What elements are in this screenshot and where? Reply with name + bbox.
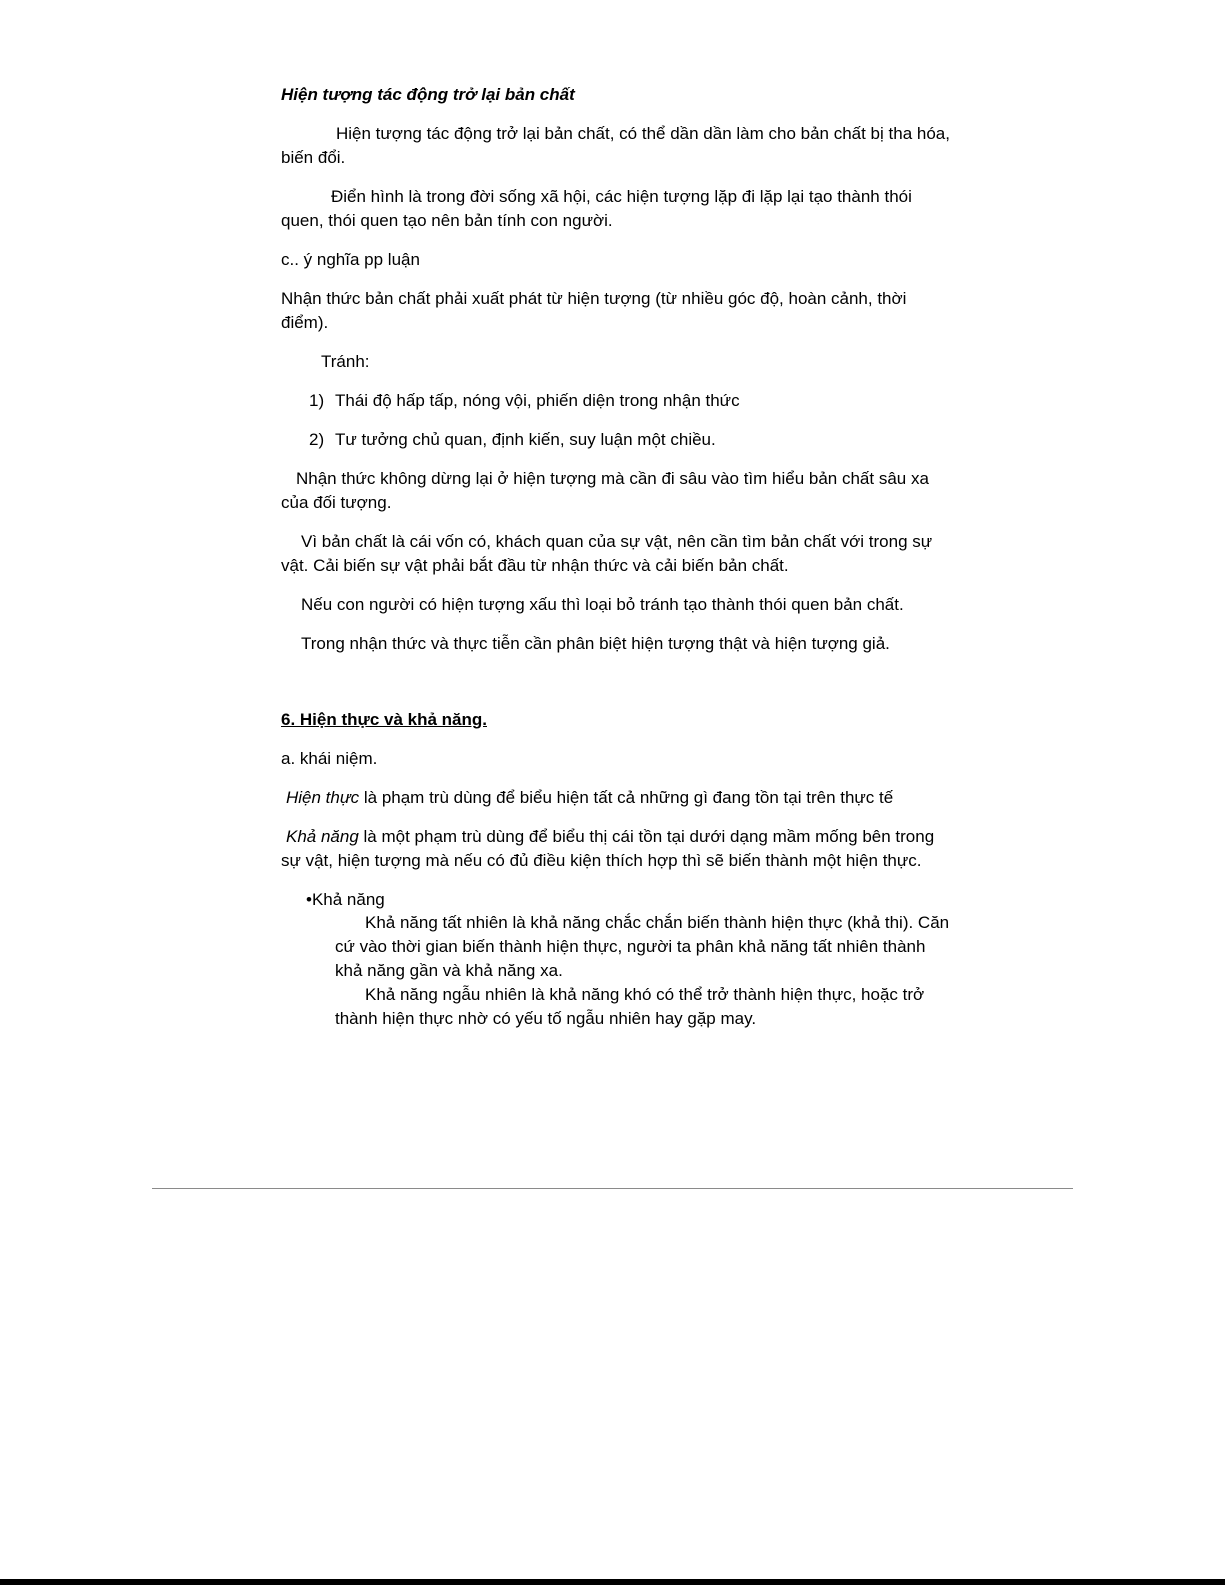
definition-line	[286, 786, 893, 810]
paragraph-line: Điển hình là trong đời sống xã hội, các hiện tượng lặp đi lặp lại tạo thành thói	[331, 187, 912, 206]
paragraph-line: Trong nhận thức và thực tiễn cần phân biệt hiện tượng thật và hiện tượng giả.	[301, 634, 890, 653]
avoid-label: Tránh:	[321, 352, 370, 371]
paragraph-line: cứ vào thời gian biến thành hiện thực, người ta phân khả năng tất nhiên thành	[335, 937, 926, 956]
list-item: Thái độ hấp tấp, nóng vội, phiến diện trong nhận thức	[335, 391, 740, 410]
paragraph-line: Khả năng ngẫu nhiên là khả năng khó có thể trở thành hiện thực, hoặc trở	[365, 985, 925, 1004]
definition-text: là một phạm trù dùng để biểu thị cái tồn tại dưới dạng mầm mống bên trong	[358, 827, 935, 846]
section-heading: 6. Hiện thực và khả năng.	[281, 710, 487, 729]
paragraph-line: quen, thói quen tạo nên bản tính con người.	[281, 211, 613, 230]
list-number: 2)	[309, 430, 325, 449]
definition-term: Hiện thực	[286, 788, 360, 807]
list-number: 1)	[309, 391, 325, 410]
paragraph-line: Nhận thức bản chất phải xuất phát từ hiện tượng (từ nhiều góc độ, hoàn cảnh, thời	[281, 289, 907, 308]
paragraph-line: của đối tượng.	[281, 493, 392, 512]
definition-text: là phạm trù dùng để biểu hiện tất cả những gì đang tồn tại trên thực tế	[359, 788, 894, 807]
paragraph-line: sự vật, hiện tượng mà nếu có đủ điều kiện thích hợp thì sẽ biến thành một hiện thực.	[281, 851, 922, 870]
paragraph-line: điểm).	[281, 313, 329, 332]
paragraph-line: khả năng gần và khả năng xa.	[335, 961, 563, 980]
list-item: Tư tưởng chủ quan, định kiến, suy luận một chiều.	[335, 430, 716, 449]
paragraph-line: thành hiện thực nhờ có yếu tố ngẫu nhiên hay gặp may.	[335, 1009, 757, 1028]
definition-line	[286, 825, 934, 849]
paragraph-line: Nếu con người có hiện tượng xấu thì loại bỏ tránh tạo thành thói quen bản chất.	[301, 595, 904, 614]
paragraph-line: Hiện tượng tác động trở lại bản chất, có thể dần dần làm cho bản chất bị tha hóa,	[336, 124, 950, 143]
paragraph-line: vật. Cải biến sự vật phải bắt đầu từ nhận thức và cải biến bản chất.	[281, 556, 789, 575]
subsection-heading: c.. ý nghĩa pp luận	[281, 250, 420, 269]
bullet-label: •Khả năng	[306, 890, 385, 909]
paragraph-line: Khả năng tất nhiên là khả năng chắc chắn biến thành hiện thực (khả thi). Căn	[365, 913, 950, 932]
paragraph-line: Vì bản chất là cái vốn có, khách quan của sự vật, nên cần tìm bản chất với trong sự	[301, 532, 933, 551]
paragraph-line: biến đổi.	[281, 148, 346, 167]
bottom-border	[0, 1579, 1225, 1585]
paragraph-line: Nhận thức không dừng lại ở hiện tượng mà cần đi sâu vào tìm hiểu bản chất sâu xa	[296, 469, 929, 488]
subsection-heading: a. khái niệm.	[281, 749, 378, 768]
definition-term: Khả năng	[286, 827, 359, 846]
section-heading: Hiện tượng tác động trở lại bản chất	[281, 85, 575, 104]
page-separator	[152, 1188, 1073, 1189]
